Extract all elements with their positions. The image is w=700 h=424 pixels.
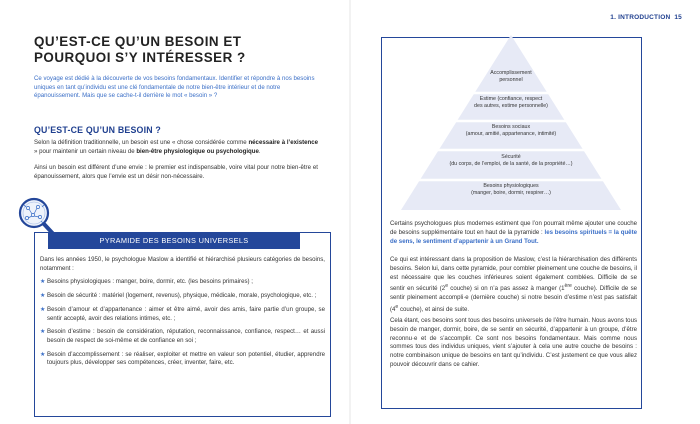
universal-needs-paragraph: Cela étant, ces besoins sont tous des besoins universels de l’être humain. Nous avons tous besoin de manger, dormir, boire, de se sentir en sécurité, d’appartenir à un groupe, d’être reconnu·e et de s’accomplir. Ce sont nos besoins fondamentaux. Mais comme nous sommes tous des individus uniques, vient s’ajouter à cela une autre couche de besoins : notre combinaison unique de besoins en tant qu’individu. C’est justement ce que vous allez pouvoir découvrir dans ce cahier.	[390, 317, 637, 368]
list-item: ★ Besoin d’accomplissement : se réaliser, exploiter et mettre en valeur son potentiel, étudier, apprendre toujours plus, développer ses compétences, créer, inventer, faire, etc.	[40, 350, 325, 367]
page-title: QU’EST-CE QU’UN BESOIN ET POURQUOI S’Y INTÉRESSER ?	[34, 34, 246, 65]
running-header	[610, 14, 682, 21]
intro-paragraph: Ce voyage est dédié à la découverte de vos besoins fondamentaux. Identifier et répondre à nos besoins uniques en tant qu’individu est une clé fondamentale de notre bien-être intérieur et de notre épanouissement. Mais que se cache-t-il derrière le mot « besoin » ?	[34, 75, 315, 100]
star-bullet-icon: ★	[40, 306, 46, 313]
list-item: ★ Besoin de sécurité : matériel (logement, revenus), physique, médicale, morale, psychologique, etc. ;	[40, 292, 317, 300]
section-heading: QU’EST-CE QU’UN BESOIN ?	[34, 125, 161, 135]
page-gutter	[349, 0, 351, 424]
pyramid-level-accomplishment: Accomplissement personnel	[490, 70, 532, 83]
star-bullet-icon: ★	[40, 329, 46, 336]
page-number: 15	[674, 14, 682, 21]
star-bullet-icon: ★	[40, 293, 46, 300]
star-bullet-icon: ★	[40, 351, 46, 358]
definition-paragraph: Selon la définition traditionnelle, un besoin est une « chose considérée comme nécessaire à l’existence » pour maintenir un certain niveau de bien-être physiologique ou psychologique.	[34, 139, 318, 155]
emphasis-text: bien-être physiologique ou psychologique	[136, 147, 259, 155]
emphasis-text: nécessaire à l’existence	[248, 139, 318, 146]
list-item: ★ Besoins physiologiques : manger, boire, dormir, etc. (les besoins primaires) ;	[40, 278, 253, 286]
envie-paragraph: Ainsi un besoin est différent d’une envie : le premier est indispensable, voire vital pour notre bien-être et épanouissement, alors que l’envie est un désir non-nécessaire.	[34, 164, 318, 180]
pyramid-level-social: Besoins sociaux (amour, amitié, appartenance, intimité)	[465, 124, 557, 137]
hierarchy-paragraph: Ce qui est intéressant dans la proposition de Maslow, c’est la hiérarchisation des différents besoins. Selon lui, dans cette pyramide, pour combler pleinement une couche de besoins, il est nécessaire que les couches inférieures soient également comblées. Difficile de se sentir en sécurité (2e couche) si on n’a pas assez à manger (1ère couche). Difficile de se sentir pleinement accompli·e (dernière couche) si notre besoin d’estime n’est pas satisfait (4e couche), et ainsi de suite.	[390, 256, 638, 314]
section-label: 1. INTRODUCTION	[610, 14, 671, 21]
box-lead: Dans les années 1950, le psychologue Maslow a identifié et hiérarchisé plusieurs catégories de besoins, notamment :	[40, 256, 325, 272]
list-item: ★ Besoin d’estime : besoin de considération, réputation, reconnaissance, confiance, respect… et aussi besoin de respect de soi-même et de confiance en soi ;	[40, 328, 325, 344]
box-body	[40, 256, 325, 368]
box-title: PYRAMIDE DES BESOINS UNIVERSELS	[48, 232, 300, 249]
star-bullet-icon: ★	[40, 279, 46, 286]
pyramid-level-physiological: Besoins physiologiques (manger, boire, dormir, respirer…)	[471, 183, 551, 196]
list-item: ★ Besoin d’amour et d’appartenance : aimer et être aimé, avoir des amis, faire partie d’un groupe, se sentir accepté, avoir des relations intimes, etc. ;	[40, 305, 325, 322]
pyramid-level-esteem: Estime (confiance, respect des autres, estime personnelle)	[474, 96, 548, 109]
pyramid-level-safety: Sécurité (du corps, de l’emploi, de la santé, de la propriété…)	[449, 154, 573, 167]
highlight-text: les besoins spirituels = la quête de sens, le sentiment d’appartenir à un Grand Tout.	[390, 228, 637, 245]
spiritual-paragraph: Certains psychologues plus modernes estiment que l’on pourrait même ajouter une couche de besoins supplémentaire tout en haut de la pyramide : les besoins spirituels = la quête de sens, le sentiment d’appartenir à un Grand Tout.	[390, 220, 637, 245]
